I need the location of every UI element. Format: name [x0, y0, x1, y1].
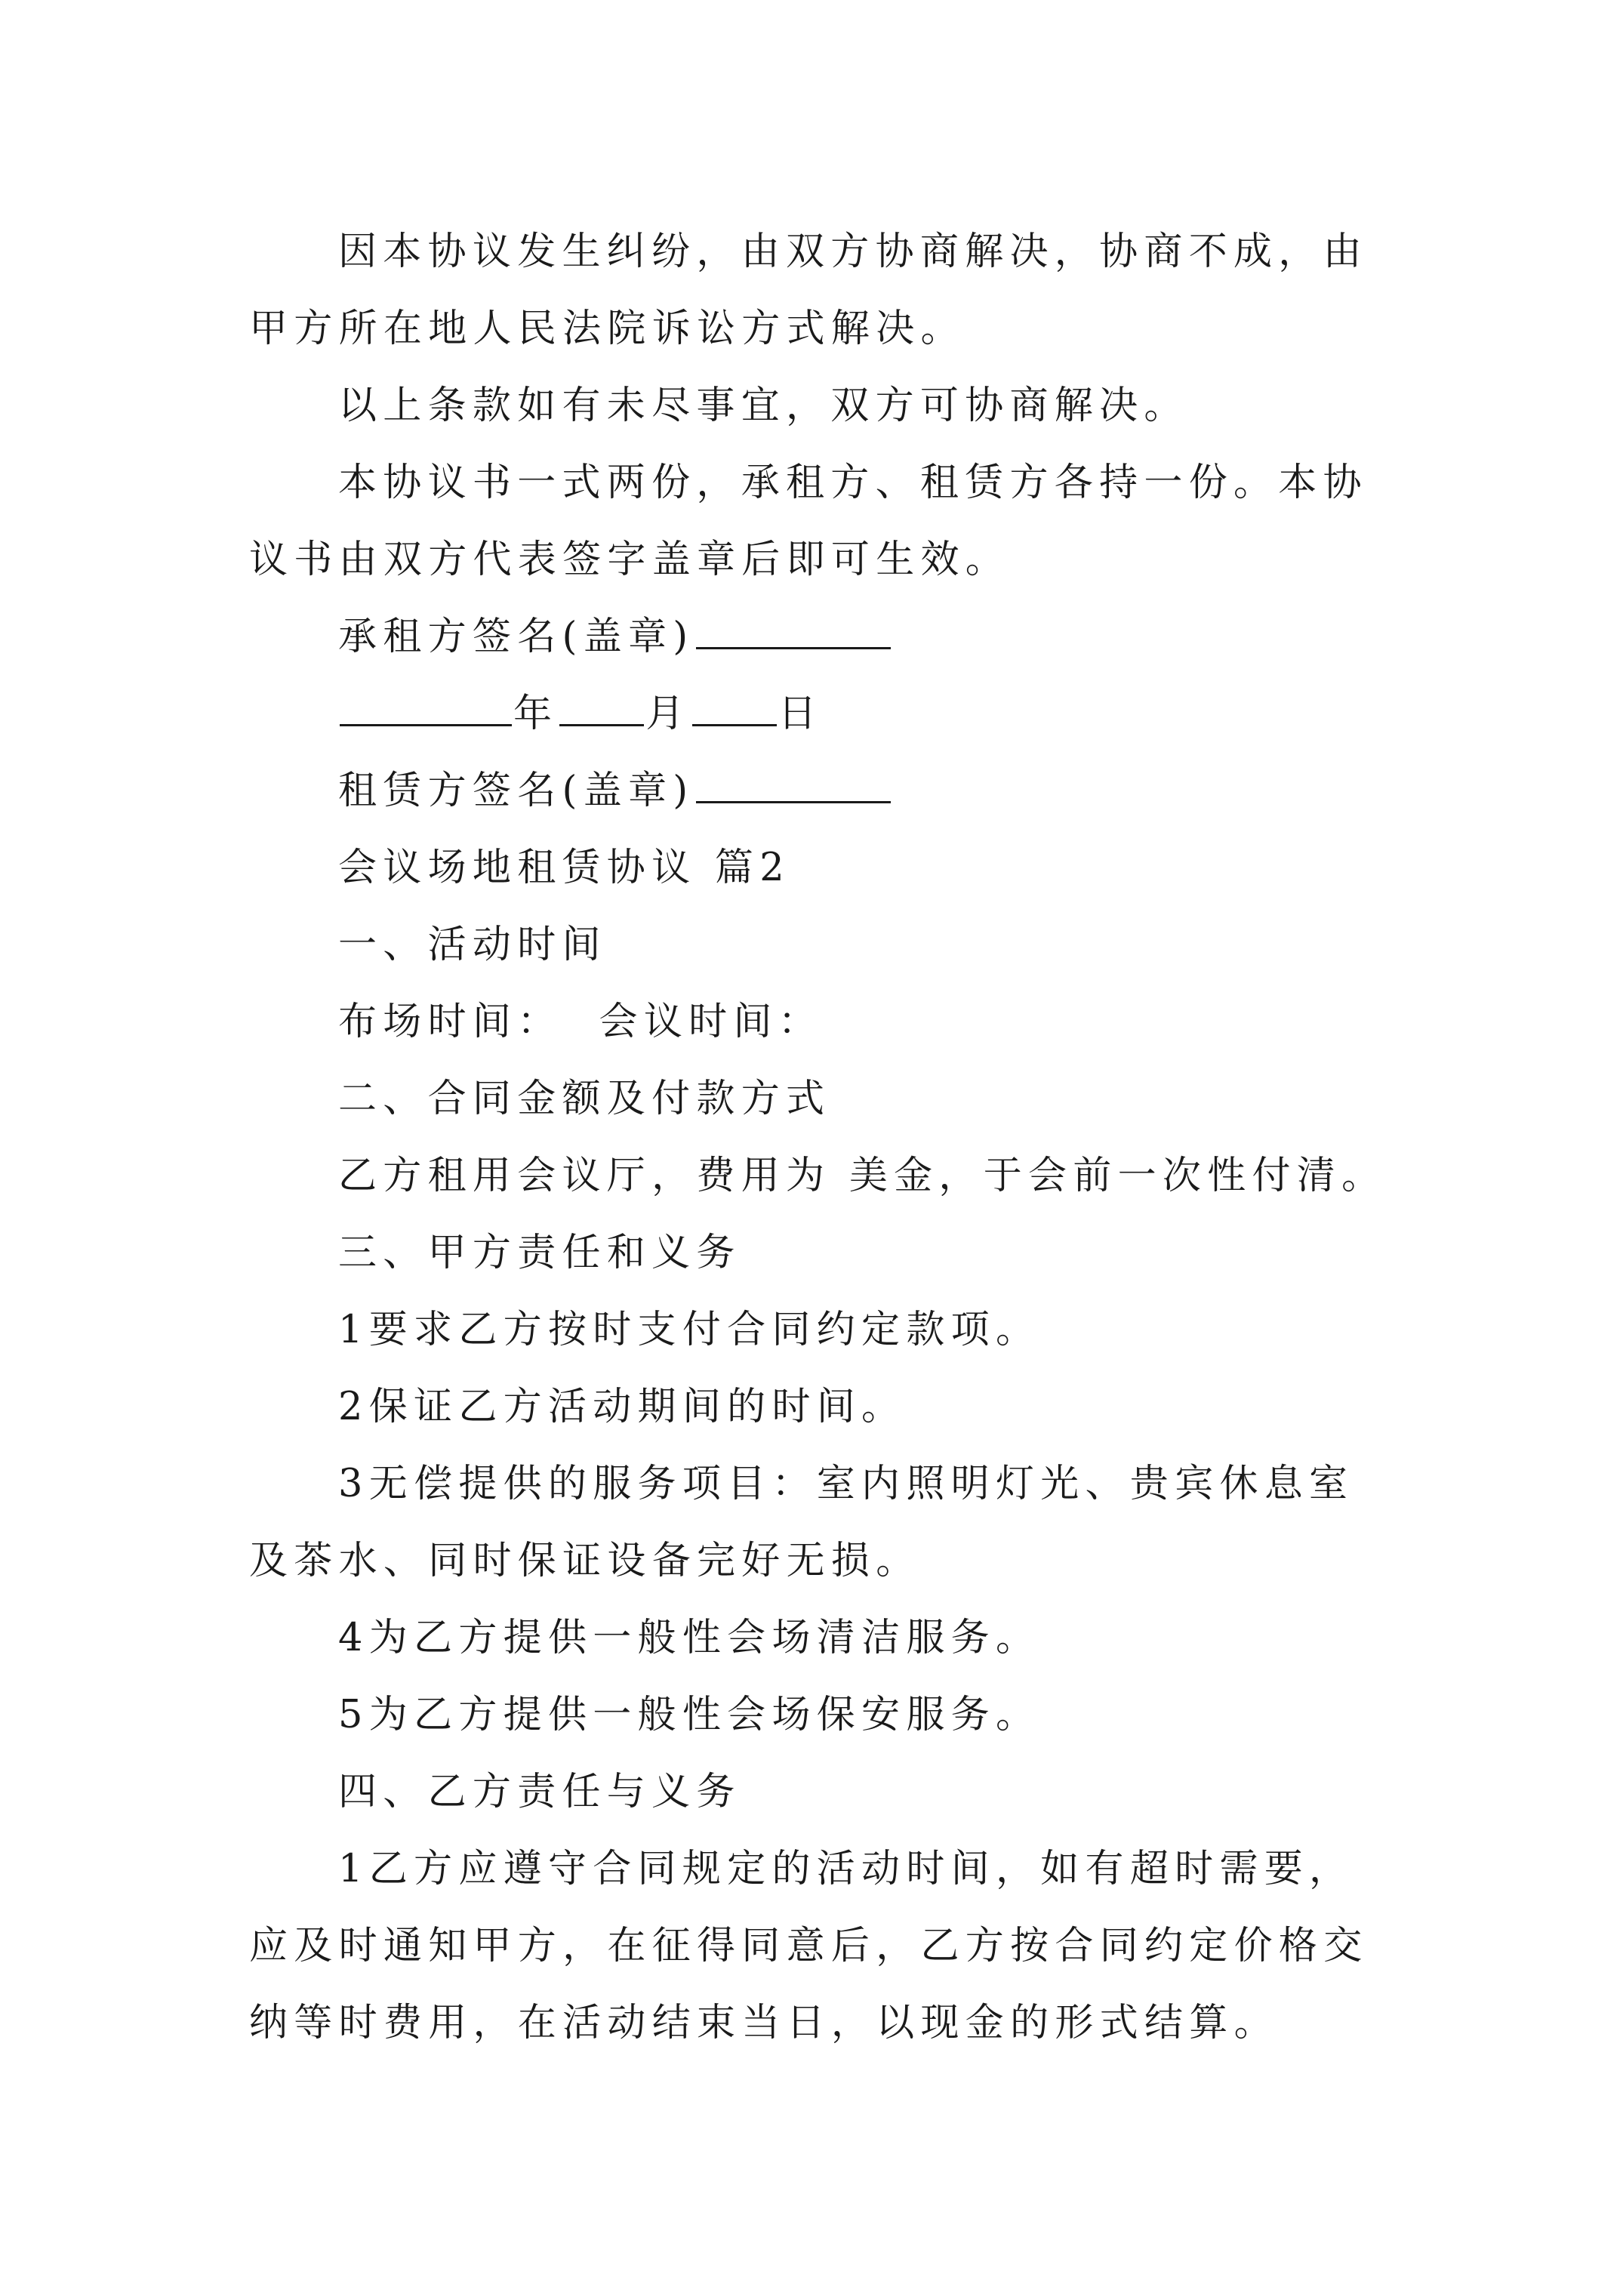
- lessor-signature-blank: [696, 771, 891, 803]
- party-a-item: 2保证乙方活动期间的时间。: [338, 1385, 907, 1429]
- lessor-signature-label: 租赁方签名(盖章): [338, 769, 694, 813]
- day-blank: [692, 694, 777, 726]
- month-blank: [559, 694, 644, 726]
- lessee-signature-label: 承租方签名(盖章): [338, 615, 694, 659]
- activity-time-line: 布场时间： 会议时间：: [338, 1000, 824, 1044]
- supplement-clause: 以上条款如有未尽事宜，双方可协商解决。: [338, 384, 1189, 428]
- day-label: 日: [778, 692, 823, 736]
- month-label: 月: [645, 692, 691, 736]
- party-a-item: 1要求乙方按时支付合同约定款项。: [338, 1308, 1041, 1352]
- copies-clause: 本协议书一式两份，承租方、租赁方各持一份。本协议书由双方代表签字盖章后即可生效。: [249, 461, 1368, 582]
- heading-party-a-duties: 三、甲方责任和义务: [338, 1231, 741, 1275]
- heading-party-b-duties: 四、乙方责任与义务: [338, 1770, 741, 1814]
- lessor-signature-line: [249, 753, 1397, 830]
- heading-contract-amount: 二、合同金额及付款方式: [338, 1077, 831, 1121]
- year-label: 年: [513, 692, 559, 736]
- payment-line: 乙方租用会议厅，费用为 美金，于会前一次性付清。: [338, 1154, 1387, 1198]
- party-a-item: 4为乙方提供一般性会场清洁服务。: [338, 1616, 1041, 1660]
- document-body: [249, 214, 1397, 2062]
- party-b-item: 1乙方应遵守合同规定的活动时间，如有超时需要，应及时通知甲方，在征得同意后，乙方按合同约定价格交纳等时费用，在活动结束当日，以现金的形式结算。: [249, 1847, 1369, 2045]
- dispute-clause: 因本协议发生纠纷，由双方协商解决，协商不成，由甲方所在地人民法院诉讼方式解决。: [249, 230, 1368, 351]
- party-a-item: 5为乙方提供一般性会场保安服务。: [338, 1693, 1041, 1737]
- lessee-signature-line: [249, 599, 1397, 676]
- year-blank: [340, 694, 512, 726]
- heading-activity-time: 一、活动时间: [338, 923, 607, 967]
- section2-title: 会议场地租赁协议 篇2: [338, 846, 790, 890]
- lessee-signature-blank: [696, 617, 891, 649]
- party-a-item: 3无偿提供的服务项目：室内照明灯光、贵宾休息室及茶水、同时保证设备完好无损。: [249, 1462, 1354, 1583]
- date-line: [249, 676, 1397, 753]
